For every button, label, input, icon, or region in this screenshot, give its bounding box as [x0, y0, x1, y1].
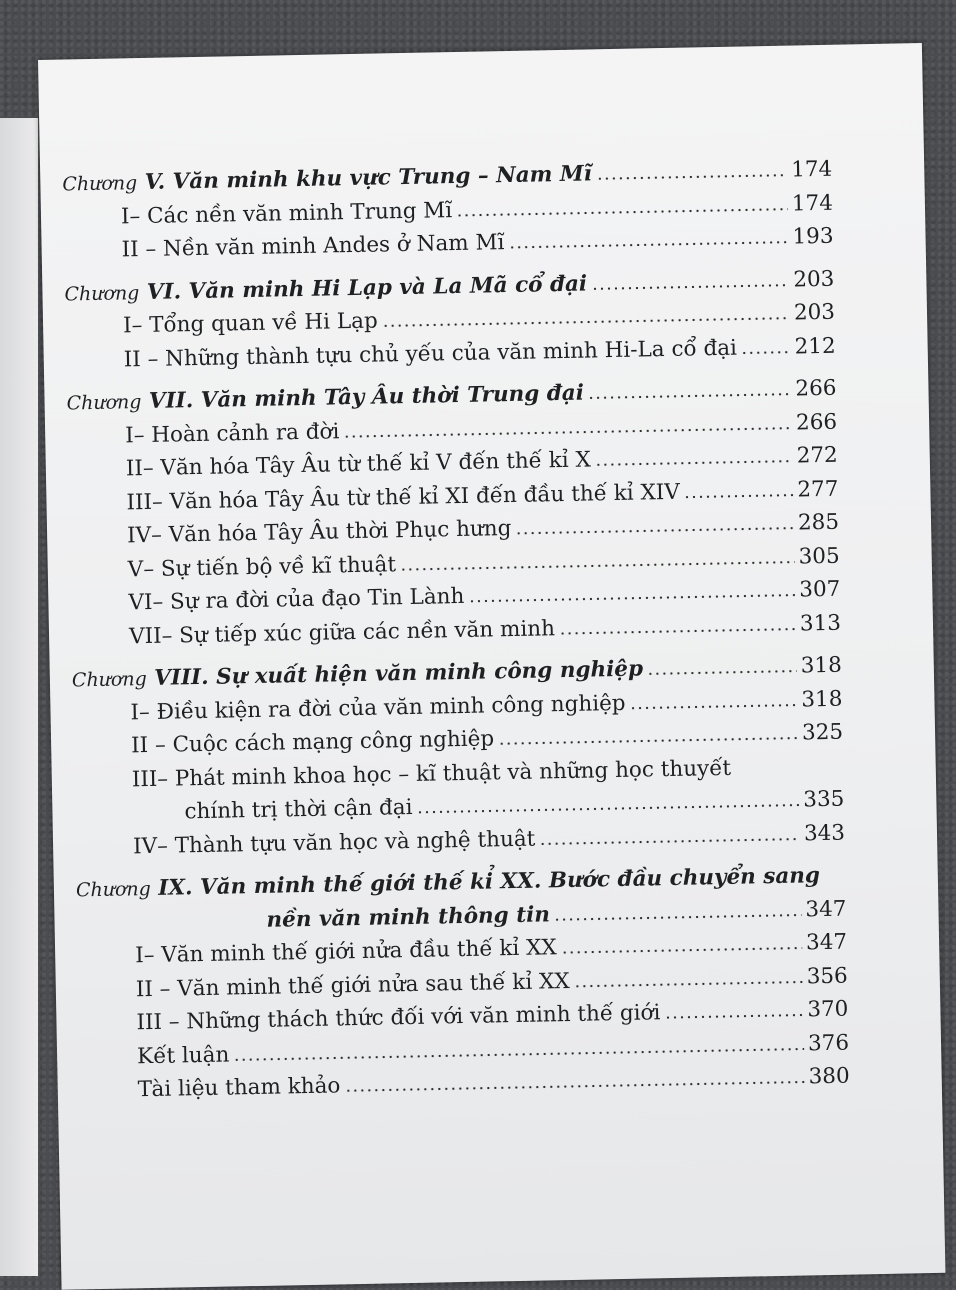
- toc-entry-continuation: chính trị thời cận đại 335: [74, 783, 845, 831]
- dot-leader: [468, 594, 795, 603]
- toc-entry: VII– Sự tiếp xúc giữa các nền văn minh 313: [71, 606, 842, 654]
- page-number: 318: [801, 686, 843, 712]
- dot-leader: [417, 804, 800, 814]
- dot-leader: [574, 980, 803, 987]
- dot-leader: [498, 737, 798, 746]
- chapter-heading: Chương VII. Văn minh Tây Âu thời Trung đại 266: [66, 372, 837, 420]
- dot-leader: [539, 837, 800, 845]
- page-number: 212: [794, 333, 836, 360]
- dot-leader: [741, 350, 791, 354]
- page-number: 356: [806, 963, 848, 989]
- page-number: 370: [807, 996, 849, 1023]
- chapter-heading: Chương VIII. Sự xuất hiện văn minh công nghiệp 318: [72, 649, 843, 697]
- dot-leader: [684, 493, 794, 498]
- toc-entry: I– Văn minh thế giới nửa đầu thế kỉ XX 347: [77, 926, 848, 974]
- chapter-heading-continuation: nền văn minh thông tin 347: [76, 892, 847, 940]
- toc-entry: II – Cuộc cách mạng công nghiệp 325: [73, 716, 844, 764]
- chapter-heading: Chương V. Văn minh khu vực Trung – Nam Mĩ 174: [62, 153, 833, 201]
- chapter-heading: Chương IX. Văn minh thế giới thế kỉ XX. Bước đầu chuyển sang: [75, 863, 821, 902]
- page-number: 272: [796, 442, 838, 469]
- toc-entry: II– Văn hóa Tây Âu từ thế kỉ V đến thế kỉ X 272: [68, 439, 839, 487]
- dot-leader: [561, 946, 802, 954]
- dot-leader: [596, 174, 787, 181]
- toc-entry: I– Điều kiện ra đời của văn minh công nghiệp 318: [72, 682, 843, 730]
- page-number: 285: [797, 509, 840, 536]
- page-number: 380: [808, 1063, 850, 1090]
- page-number: 203: [793, 299, 836, 326]
- dot-leader: [588, 393, 792, 400]
- chapter-heading: Chương VI. Văn minh Hi Lạp và La Mã cổ đại 203: [64, 262, 835, 310]
- toc-entry: II – Nền văn minh Andes ở Nam Mĩ 193: [63, 220, 834, 268]
- toc-entry: II – Những thành tựu chủ yếu của văn minh Hi-La cổ đại 212: [65, 329, 836, 377]
- book-page: [38, 43, 945, 1290]
- toc-entry: III– Phát minh khoa học – kĩ thuật và những học thuyết: [131, 755, 732, 792]
- dot-leader: [595, 460, 793, 467]
- dot-leader: [559, 627, 796, 635]
- toc-entry: Tài liệu tham khảo 380: [79, 1060, 850, 1108]
- toc-entry: I– Hoàn cảnh ra đời 266: [67, 405, 838, 453]
- toc-entry: IV– Thành tựu văn học và nghệ thuật 343: [75, 816, 846, 864]
- dot-leader: [344, 1080, 804, 1092]
- page-number: 203: [793, 266, 835, 293]
- page-number: 347: [805, 929, 848, 956]
- dot-leader: [382, 317, 790, 328]
- page-number: 318: [800, 652, 843, 679]
- page-number: 343: [803, 820, 846, 846]
- table-of-contents: [62, 153, 850, 1108]
- toc-entry: VI– Sự ra đời của đạo Tin Lành 307: [70, 573, 841, 621]
- page-number: 174: [791, 190, 834, 217]
- dot-leader: [233, 1047, 804, 1061]
- dot-leader: [554, 913, 802, 921]
- page-number: 313: [799, 610, 842, 636]
- page-number: 376: [807, 1030, 850, 1056]
- page-number: 305: [798, 543, 840, 569]
- page-number: 307: [799, 576, 841, 603]
- toc-entry: V– Sự tiến bộ về kĩ thuật 305: [69, 539, 840, 587]
- previous-page-edge: [0, 118, 38, 1276]
- toc-entry: III– Văn hóa Tây Âu từ thế kỉ XI đến đầu thế kỉ XIV 277: [68, 472, 839, 520]
- page-number: 174: [790, 156, 833, 183]
- page-number: 266: [795, 409, 838, 436]
- toc-entry: IV– Văn hóa Tây Âu thời Phục hưng 285: [69, 506, 840, 554]
- toc-entry: I– Các nền văn minh Trung Mĩ 174: [63, 186, 834, 234]
- toc-entry: Kết luận 376: [79, 1026, 850, 1074]
- toc-entry: III – Những thách thức đối với văn minh thế giới 370: [78, 993, 849, 1041]
- page-number: 193: [792, 223, 834, 250]
- page-number: 335: [803, 786, 845, 813]
- page-number: 277: [797, 476, 839, 502]
- dot-leader: [343, 426, 792, 438]
- dot-leader: [400, 560, 795, 571]
- page-number: 325: [801, 719, 844, 746]
- dot-leader: [664, 1013, 803, 1019]
- dot-leader: [456, 207, 788, 216]
- dot-leader: [515, 527, 794, 535]
- page-number: 266: [795, 375, 837, 402]
- toc-entry: II – Văn minh thế giới nửa sau thế kỉ XX 356: [78, 959, 849, 1007]
- dot-leader: [508, 241, 788, 249]
- toc-entry: I– Tổng quan về Hi Lạp 203: [65, 296, 836, 344]
- dot-leader: [647, 670, 797, 676]
- dot-leader: [630, 703, 798, 709]
- dot-leader: [591, 283, 789, 290]
- page-number: 347: [805, 896, 847, 922]
